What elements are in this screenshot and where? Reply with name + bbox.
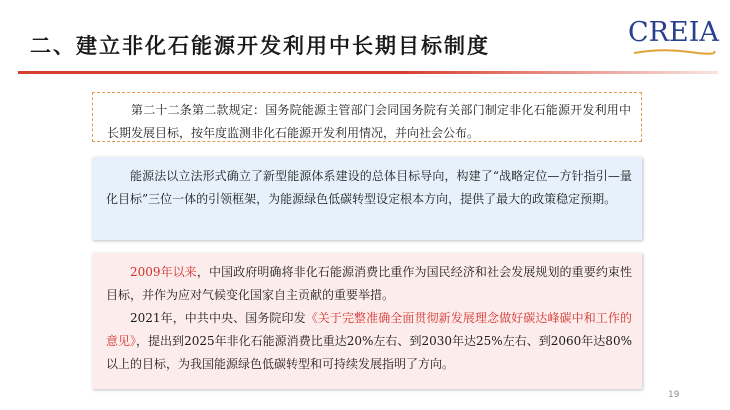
paragraph-1-text: ，中国政府明确将非化石能源消费比重作为国民经济和社会发展规划的重要约束性目标，并作为应对气候变化国家自主贡献的重要举措。 — [106, 265, 632, 302]
creia-logo — [628, 14, 720, 58]
law-article-text: 第二十二条第二款规定：国务院能源主管部门会同国务院有关部门制定非化石能源开发利用中长期发展目标，按年度监测非化石能源开发利用情况，并向社会公布。 — [107, 103, 631, 140]
law-article-box — [92, 92, 642, 142]
page-number: 19 — [668, 390, 680, 400]
targets-paragraph-1 — [106, 261, 632, 307]
slide-title: 二、建立非化石能源开发利用中长期目标制度 — [30, 34, 490, 58]
paragraph-2-text: ，提出到2025年非化石能源消费比重达20%左右、到2030年达25%左右、到2060年达80%以上的目标，为我国能源绿色低碳转型和可持续发展指明了方向。 — [106, 334, 632, 371]
framework-text: 能源法以立法形式确立了新型能源体系建设的总体目标导向，构建了“战略定位—方针指引—量化目标”三位一体的引领框架，为能源绿色低碳转型设定根本方向，提供了最大的政策稳定预期。 — [106, 169, 632, 206]
policy-document-title: 《关于完整准确全面贯彻新发展理念做好碳达峰碳中和工作的意见》 — [106, 311, 632, 348]
logo-text: CREIA — [628, 17, 719, 48]
targets-paragraph-2 — [106, 307, 632, 376]
paragraph-2-start: 2021年，中共中央、国务院印发 — [130, 311, 306, 325]
logo-swoosh-icon — [632, 48, 716, 56]
framework-box — [92, 157, 642, 240]
highlight-2009: 2009年以来 — [130, 265, 197, 279]
targets-box — [92, 253, 642, 389]
title-underline — [18, 71, 718, 74]
